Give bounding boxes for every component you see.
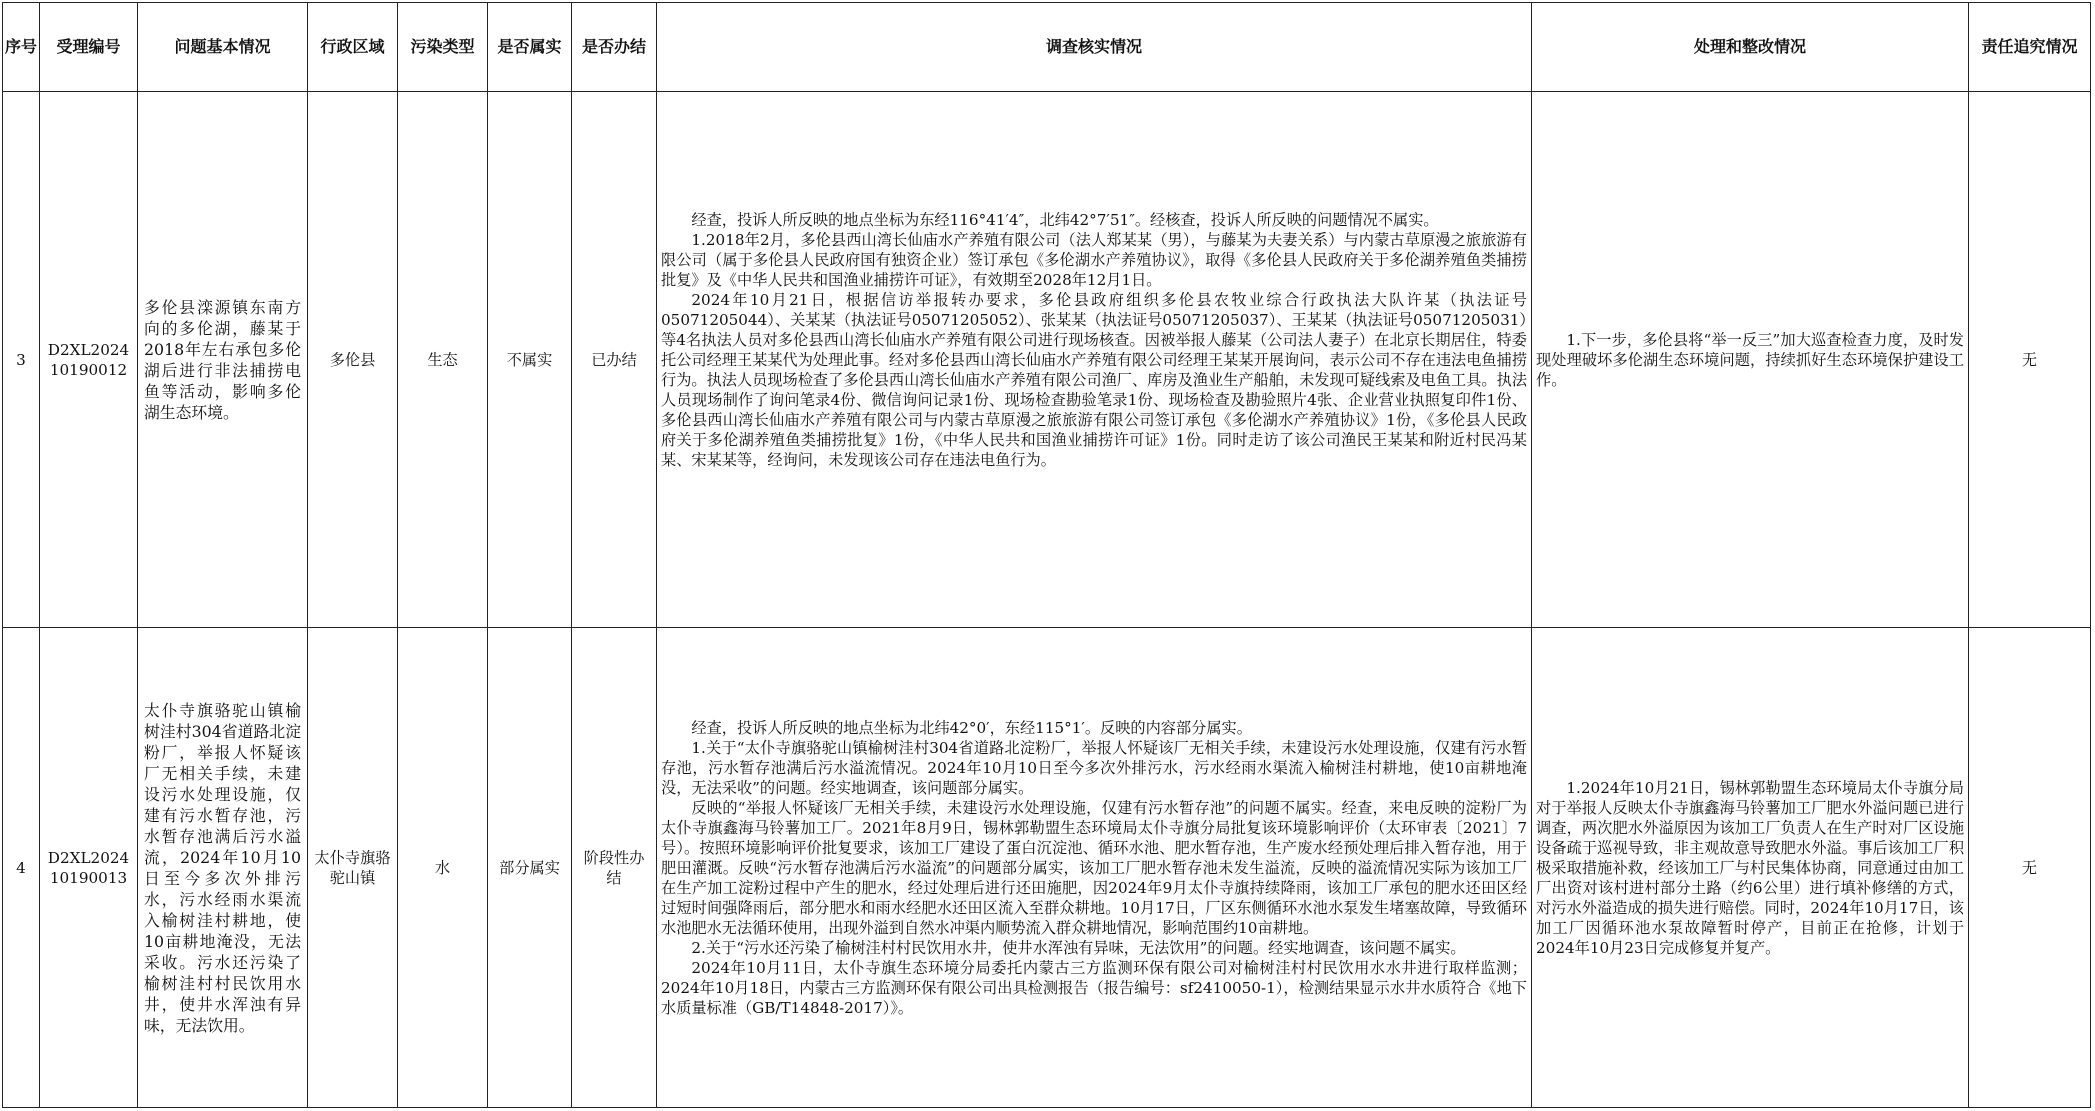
- header-region: 行政区域: [308, 3, 398, 92]
- handling-paragraph: 1.2024年10月21日，锡林郭勒盟生态环境局太仆寺旗分局对于举报人反映太仆寺旗鑫海马铃薯加工厂肥水外溢问题已进行调查，两次肥水外溢原因为该加工厂负责人在生产时对厂区设施设备疏于巡视导致，非主观故意导致肥水外溢。事后该加工厂积极采取措施补救，经该加工厂与村民集体协商，同意通过由加工厂出资对该村进村部分土路（约6公里）进行填补修缮的方式，对污水外溢造成的损失进行赔偿。同时，2024年10月17日，该加工厂因循环池水泵故障暂时停产，目前正在抢修，计划于2024年10月23日完成修复并复产。: [1536, 778, 1964, 957]
- cell-region: 太仆寺旗骆驼山镇: [308, 628, 398, 1108]
- investigation-paragraph: 2024年10月11日，太仆寺旗生态环境分局委托内蒙古三方监测环保有限公司对榆树洼村村民饮用水水井进行取样监测；2024年10月18日，内蒙古三方监测环保有限公司出具检测报告（报告编号：sf2410050-1），检测结果显示水井水质符合《地下水质量标准（GB/T14848-2017）》。: [661, 958, 1527, 1017]
- cell-code: D2XL202410190013: [40, 628, 138, 1108]
- handling-paragraph: 1.下一步，多伦县将“举一反三”加大巡查检查力度，及时发现处理破坏多伦湖生态环境问题，持续抓好生态环境保护建设工作。: [1536, 331, 1964, 389]
- header-seq: 序号: [3, 3, 40, 92]
- investigation-paragraph: 1.2018年2月，多伦县西山湾长仙庙水产养殖有限公司（法人郑某某（男），与藤某为夫妻关系）与内蒙古草原漫之旅旅游有限公司（属于多伦县人民政府国有独资企业）签订承包《多伦湖水产养殖协议》，取得《多伦县人民政府关于多伦湖养殖鱼类捕捞批复》及《中华人民共和国渔业捕捞许可证》，有效期至2028年12月1日。: [661, 231, 1527, 289]
- cell-pollution: 生态: [398, 92, 488, 628]
- table-row: [3, 628, 2091, 1108]
- cell-investigation: [657, 628, 1532, 1108]
- cell-done: 已办结: [572, 92, 657, 628]
- header-pollution: 污染类型: [398, 3, 488, 92]
- cell-verified: 不属实: [488, 92, 572, 628]
- cell-problem: 太仆寺旗骆驼山镇榆树洼村304省道路北淀粉厂，举报人怀疑该厂无相关手续，未建设污水处理设施，仅建有污水暂存池，污水暂存池满后污水溢流，2024年10月10日至今多次外排污水，污水经雨水渠流入榆树洼村耕地，使10亩耕地淹没，无法采收。污水还污染了榆树洼村村民饮用水井，使井水浑浊有异味，无法饮用。: [138, 628, 308, 1108]
- header-problem: 问题基本情况: [138, 3, 308, 92]
- complaint-table: [2, 2, 2091, 1108]
- cell-seq: 4: [3, 628, 40, 1108]
- cell-problem: 多伦县滦源镇东南方向的多伦湖，藤某于2018年左右承包多伦湖后进行非法捕捞电鱼等活动，影响多伦湖生态环境。: [138, 92, 308, 628]
- header-code: 受理编号: [40, 3, 138, 92]
- header-row: [3, 3, 2091, 92]
- header-accountability: 责任追究情况: [1969, 3, 2091, 92]
- cell-code: D2XL202410190012: [40, 92, 138, 628]
- header-done: 是否办结: [572, 3, 657, 92]
- cell-verified: 部分属实: [488, 628, 572, 1108]
- table-row: [3, 92, 2091, 628]
- cell-region: 多伦县: [308, 92, 398, 628]
- cell-seq: 3: [3, 92, 40, 628]
- cell-pollution: 水: [398, 628, 488, 1108]
- investigation-paragraph: 2024年10月21日，根据信访举报转办要求，多伦县政府组织多伦县农牧业综合行政执法大队许某（执法证号05071205044）、关某某（执法证号05071205052）、张某某（执法证号05071205037）、王某某（执法证号05071205031）等4名执法人员对多伦县西山湾长仙庙水产养殖有限公司进行现场核查。因被举报人藤某（公司法人妻子）在北京长期居住，特委托公司经理王某某代为处理此事。经对多伦县西山湾长仙庙水产养殖有限公司经理王某某开展询问，表示公司不存在违法电鱼捕捞行为。执法人员现场检查了多伦县西山湾长仙庙水产养殖有限公司渔厂、库房及渔业生产船舶，未发现可疑线索及电鱼工具。执法人员现场制作了询问笔录4份、微信询问记录1份、现场检查勘验笔录1份、现场检查及勘验照片4张、企业营业执照复印件1份、多伦县西山湾长仙庙水产养殖有限公司与内蒙古草原漫之旅旅游有限公司签订承包《多伦湖水产养殖协议》1份，《多伦县人民政府关于多伦湖养殖鱼类捕捞批复》1份，《中华人民共和国渔业捕捞许可证》1份。同时走访了该公司渔民王某某和附近村民冯某某、宋某某等，经询问，未发现该公司存在违法电鱼行为。: [661, 291, 1527, 469]
- investigation-paragraph: 反映的“举报人怀疑该厂无相关手续，未建设污水处理设施，仅建有污水暂存池”的问题不属实。经查，来电反映的淀粉厂为太仆寺旗鑫海马铃薯加工厂。2021年8月9日，锡林郭勒盟生态环境局太仆寺旗分局批复该环境影响评价（太环审表〔2021〕7号）。按照环境影响评价批复要求，该加工厂建设了蛋白沉淀池、循环水池、肥水暂存池，生产废水经预处理后排入暂存池，用于肥田灌溉。反映“污水暂存池满后污水溢流”的问题部分属实，该加工厂肥水暂存池未发生溢流，反映的溢流情况实际为该加工厂在生产加工淀粉过程中产生的肥水，经过处理后进行还田施肥，因2024年9月太仆寺旗持续降雨，该加工厂承包的肥水还田区经过短时间强降雨后，部分肥水和雨水经肥水还田区流入至群众耕地。10月17日，厂区东侧循环水池水泵发生堵塞故障，导致循环水池肥水无法循环使用，出现外溢到自然水冲渠内顺势流入群众耕地情况，影响范围约10亩耕地。: [661, 798, 1527, 937]
- cell-handling: [1532, 92, 1969, 628]
- cell-accountability: 无: [1969, 628, 2091, 1108]
- cell-done: 阶段性办结: [572, 628, 657, 1108]
- header-verified: 是否属实: [488, 3, 572, 92]
- investigation-paragraph: 1.关于“太仆寺旗骆驼山镇榆树洼村304省道路北淀粉厂，举报人怀疑该厂无相关手续，未建设污水处理设施，仅建有污水暂存池，污水暂存池满后污水溢流情况。2024年10月10日至今多次外排污水，污水经雨水渠流入榆树洼村耕地，使10亩耕地淹没，无法采收”的问题。经实地调查，该问题部分属实。: [661, 738, 1527, 797]
- investigation-paragraph: 2.关于“污水还污染了榆树洼村村民饮用水井，使井水浑浊有异味，无法饮用”的问题。经实地调查，该问题不属实。: [691, 938, 1466, 957]
- header-investigation: 调查核实情况: [657, 3, 1532, 92]
- investigation-paragraph: 经查，投诉人所反映的地点坐标为东经116°41′4″，北纬42°7′51″。经核查，投诉人所反映的问题情况不属实。: [691, 211, 1439, 229]
- cell-handling: [1532, 628, 1969, 1108]
- cell-accountability: 无: [1969, 92, 2091, 628]
- header-handling: 处理和整改情况: [1532, 3, 1969, 92]
- cell-investigation: [657, 92, 1532, 628]
- investigation-paragraph: 经查，投诉人所反映的地点坐标为北纬42°0′，东经115°1′。反映的内容部分属实。: [691, 718, 1252, 737]
